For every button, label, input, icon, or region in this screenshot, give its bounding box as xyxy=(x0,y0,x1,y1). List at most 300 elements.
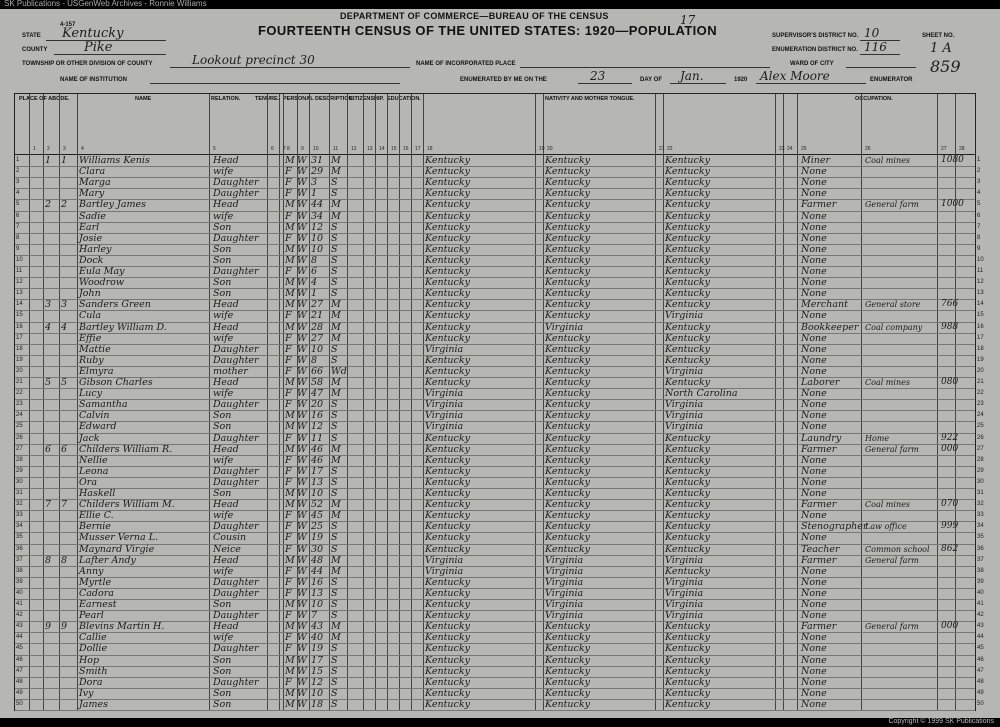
cell-birth: Virginia xyxy=(425,421,464,433)
cell-fb: Kentucky xyxy=(545,632,590,644)
row-number: 37 xyxy=(977,556,984,563)
cell-rel: Head xyxy=(213,377,239,388)
cell-occ: None xyxy=(801,698,827,710)
cell-age: 43 xyxy=(311,621,324,633)
cell-fam: 5 xyxy=(61,377,68,388)
grid-row-line xyxy=(15,466,975,467)
cell-occ: None xyxy=(801,676,827,688)
cell-birth: Kentucky xyxy=(425,676,470,688)
row-number: 27 xyxy=(977,445,984,452)
row-number-left: 4 xyxy=(16,190,20,197)
grid-row-line xyxy=(15,421,975,422)
row-number-left: 29 xyxy=(16,467,23,474)
cell-code: 766 xyxy=(941,299,959,310)
row-number: 29 xyxy=(977,467,984,474)
cell-race: W xyxy=(297,410,307,422)
cell-occ: None xyxy=(801,354,827,366)
cell-race: W xyxy=(297,343,307,355)
cell-name: John xyxy=(79,288,101,300)
cell-birth: Virginia xyxy=(425,343,464,355)
grid-row-line xyxy=(15,688,975,689)
township-value: Lookout precinct 30 xyxy=(192,53,315,67)
group-personal-description: PERSONAL DESCRIPTION. xyxy=(283,96,355,102)
cell-birth: Kentucky xyxy=(425,587,470,599)
column-number: 26 xyxy=(865,146,871,152)
cell-rel: Son xyxy=(213,599,232,610)
grid-column-line xyxy=(309,94,310,710)
row-number-left: 46 xyxy=(16,656,23,663)
cell-mb: Virginia xyxy=(665,599,704,610)
cell-mar: S xyxy=(331,665,338,677)
cell-sex: F xyxy=(285,632,292,644)
cell-birth: Kentucky xyxy=(425,232,470,244)
cell-age: 31 xyxy=(311,155,324,166)
cell-fam: 1 xyxy=(61,155,68,166)
row-number: 39 xyxy=(977,578,984,585)
grid-row-line xyxy=(15,666,975,667)
cell-mar: S xyxy=(331,221,338,233)
cell-name: Nellie xyxy=(79,454,108,466)
cell-occ: None xyxy=(801,643,827,655)
column-number: 13 xyxy=(367,146,373,152)
cell-age: 12 xyxy=(311,221,324,233)
cell-race: W xyxy=(297,354,307,366)
cell-fb: Kentucky xyxy=(545,343,590,355)
cell-fb: Virginia xyxy=(545,321,584,333)
cell-name: Lucy xyxy=(79,388,103,400)
cell-birth: Kentucky xyxy=(425,243,470,255)
cell-race: W xyxy=(297,365,307,377)
watermark-text: SK Publications - USGenWeb Archives - Ronnie Williams xyxy=(4,0,207,8)
cell-occ: None xyxy=(801,166,827,178)
grid-column-line xyxy=(861,94,862,710)
cell-code: 070 xyxy=(941,499,959,510)
grid-column-line xyxy=(29,94,30,710)
cell-dw: 3 xyxy=(45,299,52,311)
row-number: 38 xyxy=(977,567,984,574)
cell-mar: S xyxy=(331,410,338,422)
cell-race: W xyxy=(297,465,307,477)
row-number-left: 37 xyxy=(16,556,23,563)
cell-mb: Kentucky xyxy=(665,299,710,311)
column-number: 25 xyxy=(801,146,807,152)
cell-code: 862 xyxy=(941,543,959,554)
cell-mb: Kentucky xyxy=(665,221,710,233)
row-number: 3 xyxy=(977,179,981,186)
cell-sex: M xyxy=(285,654,295,666)
page-number: 17 xyxy=(680,13,696,27)
cell-fb: Kentucky xyxy=(545,488,590,499)
cell-mb: Virginia xyxy=(665,421,704,433)
cell-sex: M xyxy=(285,488,295,499)
column-number: 19 xyxy=(539,146,545,152)
cell-birth: Kentucky xyxy=(425,443,470,455)
cell-mar: M xyxy=(331,199,341,211)
cell-name: Ellie C. xyxy=(79,510,114,522)
column-number: 6 xyxy=(271,146,274,152)
cell-sex: F xyxy=(285,643,292,655)
grid-column-line xyxy=(411,94,412,710)
column-number: 14 xyxy=(379,146,385,152)
cell-fb: Kentucky xyxy=(545,676,590,688)
cell-mar: S xyxy=(331,232,338,244)
grid-column-line xyxy=(797,94,798,710)
county-value: Pike xyxy=(84,40,113,55)
cell-birth: Virginia xyxy=(425,410,464,422)
row-number: 34 xyxy=(977,523,984,530)
grid-column-line xyxy=(59,94,60,710)
cell-race: W xyxy=(297,199,307,211)
cell-fb: Kentucky xyxy=(545,155,590,166)
year-value: 1920 xyxy=(734,77,748,83)
cell-name: Harley xyxy=(79,243,112,255)
cell-mb: Kentucky xyxy=(665,321,710,333)
grid-row-line xyxy=(15,588,975,589)
cell-name: Mattie xyxy=(79,343,111,355)
cell-rel: Cousin xyxy=(213,532,247,544)
cell-name: Ivy xyxy=(79,687,94,699)
cell-mar: M xyxy=(331,310,341,322)
cell-birth: Kentucky xyxy=(425,277,470,289)
row-number: 43 xyxy=(977,623,984,630)
cell-mar: S xyxy=(331,188,338,200)
sheet-label: SHEET NO. xyxy=(922,33,955,39)
cell-name: Williams Kenis xyxy=(79,155,150,166)
cell-mar: S xyxy=(331,521,338,533)
cell-fb: Kentucky xyxy=(545,210,590,222)
cell-mb: Virginia xyxy=(665,554,704,566)
row-number: 45 xyxy=(977,645,984,652)
cell-sex: F xyxy=(285,454,292,466)
cell-ind: Coal mines xyxy=(865,500,910,510)
row-number-left: 24 xyxy=(16,412,23,419)
cell-race: W xyxy=(297,243,307,255)
cell-rel: Son xyxy=(213,687,232,699)
cell-rel: wife xyxy=(213,332,234,344)
cell-name: Hop xyxy=(79,654,100,666)
row-number: 48 xyxy=(977,678,984,685)
cell-race: W xyxy=(297,643,307,655)
row-number-left: 9 xyxy=(16,245,20,252)
column-number: 27 xyxy=(941,146,947,152)
cell-ind: Coal mines xyxy=(865,156,910,165)
cell-rel: wife xyxy=(213,632,234,644)
row-number: 19 xyxy=(977,356,984,363)
row-number: 33 xyxy=(977,512,984,519)
cell-rel: Son xyxy=(213,243,232,255)
cell-mb: Kentucky xyxy=(665,232,710,244)
cell-fb: Kentucky xyxy=(545,665,590,677)
cell-mb: Kentucky xyxy=(665,377,710,388)
cell-age: 4 xyxy=(311,277,318,289)
cell-rel: Daughter xyxy=(213,676,259,688)
cell-occ: None xyxy=(801,365,827,377)
cell-name: Leona xyxy=(79,465,109,477)
cell-name: Ruby xyxy=(79,354,104,366)
column-number: 17 xyxy=(415,146,421,152)
cell-sex: M xyxy=(285,421,295,433)
row-number-left: 17 xyxy=(16,334,23,341)
row-number-left: 22 xyxy=(16,390,23,397)
cell-age: 8 xyxy=(311,354,318,366)
cell-fam: 9 xyxy=(61,621,68,633)
cell-race: W xyxy=(297,399,307,411)
column-number: 5 xyxy=(213,146,216,152)
cell-age: 46 xyxy=(311,443,324,455)
cell-rel: Daughter xyxy=(213,399,259,411)
cell-sex: F xyxy=(285,521,292,533)
row-number: 13 xyxy=(977,290,984,297)
cell-age: 47 xyxy=(311,388,324,400)
cell-birth: Kentucky xyxy=(425,465,470,477)
cell-birth: Kentucky xyxy=(425,299,470,311)
row-number: 11 xyxy=(977,268,984,274)
cell-mar: S xyxy=(331,476,338,488)
column-number: 15 xyxy=(391,146,397,152)
cell-race: W xyxy=(297,521,307,533)
row-number-left: 3 xyxy=(16,179,20,186)
cell-race: W xyxy=(297,221,307,233)
cell-occ: None xyxy=(801,410,827,422)
grid-column-line xyxy=(387,94,388,710)
row-number: 4 xyxy=(977,190,981,197)
cell-mar: M xyxy=(331,621,341,633)
cell-sex: F xyxy=(285,388,292,400)
cell-mb: Kentucky xyxy=(665,532,710,544)
cell-race: W xyxy=(297,532,307,544)
grid-column-line xyxy=(43,94,44,710)
row-number-left: 10 xyxy=(16,256,23,263)
cell-ind: Coal mines xyxy=(865,378,910,387)
cell-code: 988 xyxy=(941,321,959,332)
cell-birth: Kentucky xyxy=(425,643,470,655)
cell-sex: M xyxy=(285,687,295,699)
grid-column-line xyxy=(399,94,400,710)
cell-code: 999 xyxy=(941,521,959,532)
grid-row-line xyxy=(15,266,975,267)
cell-age: 19 xyxy=(311,643,324,655)
cell-occ: None xyxy=(801,510,827,522)
cell-name: Childers William M. xyxy=(79,499,175,511)
cell-mb: Kentucky xyxy=(665,521,710,533)
cell-mb: Kentucky xyxy=(665,166,710,178)
cell-occ: None xyxy=(801,632,827,644)
cell-ind: Common school xyxy=(865,544,930,554)
cell-race: W xyxy=(297,499,307,511)
cell-occ: Farmer xyxy=(801,499,837,511)
row-number-left: 13 xyxy=(16,290,23,297)
cell-occ: None xyxy=(801,421,827,433)
cell-age: 13 xyxy=(311,476,324,488)
cell-fb: Kentucky xyxy=(545,499,590,511)
cell-race: W xyxy=(297,698,307,710)
cell-ind: Coal company xyxy=(865,322,923,332)
row-number-left: 47 xyxy=(16,667,23,674)
cell-code: 000 xyxy=(941,621,959,632)
cell-rel: Daughter xyxy=(213,232,259,244)
cell-mar: S xyxy=(331,343,338,355)
row-number-left: 49 xyxy=(16,689,23,696)
row-number: 2 xyxy=(977,168,981,175)
cell-mb: Kentucky xyxy=(665,621,710,633)
cell-mb: Kentucky xyxy=(665,210,710,222)
cell-name: Calvin xyxy=(79,410,110,422)
cell-mar: S xyxy=(331,399,338,411)
cell-age: 10 xyxy=(311,599,324,610)
day-of-label: DAY OF xyxy=(640,77,663,83)
cell-birth: Kentucky xyxy=(425,488,470,499)
cell-race: W xyxy=(297,155,307,166)
cell-fam: 2 xyxy=(61,199,68,211)
row-number-left: 40 xyxy=(16,589,23,596)
cell-mar: S xyxy=(331,698,338,710)
group-occupation: OCCUPATION. xyxy=(855,96,893,102)
cell-rel: Son xyxy=(213,654,232,666)
cell-name: Earl xyxy=(79,221,100,233)
row-number-left: 43 xyxy=(16,623,23,630)
cell-sex: F xyxy=(285,266,292,277)
cell-fb: Kentucky xyxy=(545,221,590,233)
row-number: 17 xyxy=(977,334,984,341)
cell-code: 1000 xyxy=(941,199,964,210)
cell-fb: Kentucky xyxy=(545,643,590,655)
cell-age: 17 xyxy=(311,465,324,477)
grid-row-line xyxy=(15,211,975,212)
cell-fb: Kentucky xyxy=(545,465,590,477)
column-number: 23 xyxy=(779,146,785,152)
cell-mb: Virginia xyxy=(665,310,704,322)
cell-mar: M xyxy=(331,388,341,400)
group-relation: RELATION. xyxy=(211,96,241,102)
grid-row-line xyxy=(15,655,975,656)
cell-birth: Kentucky xyxy=(425,354,470,366)
cell-occ: Farmer xyxy=(801,199,837,211)
cell-fb: Virginia xyxy=(545,587,584,599)
cell-mar: M xyxy=(331,565,341,577)
grid-column-line xyxy=(775,94,776,710)
row-number-left: 11 xyxy=(16,268,23,274)
top-banner xyxy=(0,0,1000,9)
copyright-text: Copyright © 1999 SK Publications xyxy=(888,718,994,725)
row-number-left: 19 xyxy=(16,356,23,363)
cell-mar: Wd xyxy=(331,365,347,377)
column-number: 10 xyxy=(313,146,319,152)
cell-race: W xyxy=(297,277,307,289)
cell-ind: General farm xyxy=(865,555,919,565)
cell-rel: Daughter xyxy=(213,576,259,588)
cell-name: Sanders Green xyxy=(79,299,151,311)
grid-column-line xyxy=(77,94,78,710)
grid-row-line xyxy=(15,177,975,178)
row-number-left: 45 xyxy=(16,645,23,652)
grid-column-line xyxy=(209,94,210,710)
cell-rel: wife xyxy=(213,454,234,466)
cell-sex: F xyxy=(285,232,292,244)
cell-sex: M xyxy=(285,221,295,233)
cell-rel: wife xyxy=(213,210,234,222)
column-header-band xyxy=(15,94,975,155)
cell-occ: None xyxy=(801,465,827,477)
grid-row-line xyxy=(15,577,975,578)
cell-rel: Head xyxy=(213,155,239,166)
month-value: Jan. xyxy=(680,69,704,83)
cell-birth: Kentucky xyxy=(425,266,470,277)
cell-mb: Kentucky xyxy=(665,332,710,344)
grid-row-line xyxy=(15,277,975,278)
cell-rel: Son xyxy=(213,488,232,499)
cell-name: Eula May xyxy=(79,266,125,277)
cell-mb: Kentucky xyxy=(665,343,710,355)
cell-occ: Farmer xyxy=(801,443,837,455)
cell-mar: S xyxy=(331,532,338,544)
row-number: 30 xyxy=(977,478,984,485)
cell-rel: Son xyxy=(213,410,232,422)
cell-fb: Kentucky xyxy=(545,543,590,555)
cell-name: Callie xyxy=(79,632,107,644)
cell-rel: Son xyxy=(213,277,232,289)
row-number: 15 xyxy=(977,312,984,319)
row-number-left: 42 xyxy=(16,612,23,619)
cell-rel: Daughter xyxy=(213,177,259,189)
row-number: 35 xyxy=(977,534,984,541)
grid-column-line xyxy=(535,94,536,710)
row-number: 12 xyxy=(977,279,984,286)
row-number: 22 xyxy=(977,390,984,397)
cell-race: W xyxy=(297,510,307,522)
cell-sex: F xyxy=(285,610,292,622)
grid-column-line xyxy=(543,94,544,710)
cell-rel: Head xyxy=(213,499,239,511)
cell-occ: Teacher xyxy=(801,543,840,555)
cell-sex: M xyxy=(285,554,295,566)
enumeration-value: 116 xyxy=(864,40,887,54)
cell-mar: M xyxy=(331,299,341,311)
institution-label: NAME OF INSTITUTION xyxy=(60,77,127,83)
cell-birth: Kentucky xyxy=(425,155,470,166)
sheet-value: 1 A xyxy=(930,41,952,56)
cell-name: Dock xyxy=(79,254,104,266)
row-number: 31 xyxy=(977,490,984,496)
cell-occ: None xyxy=(801,488,827,499)
cell-rel: mother xyxy=(213,365,248,377)
cell-sex: M xyxy=(285,155,295,166)
cell-race: W xyxy=(297,610,307,622)
cell-age: 12 xyxy=(311,676,324,688)
cell-age: 27 xyxy=(311,332,324,344)
cell-mb: Kentucky xyxy=(665,676,710,688)
row-number-left: 39 xyxy=(16,578,23,585)
cell-age: 18 xyxy=(311,698,324,710)
cell-mb: Kentucky xyxy=(665,543,710,555)
cell-mb: Virginia xyxy=(665,610,704,622)
cell-sex: F xyxy=(285,354,292,366)
cell-mar: S xyxy=(331,643,338,655)
cell-sex: M xyxy=(285,410,295,422)
cell-fb: Kentucky xyxy=(545,510,590,522)
cell-race: W xyxy=(297,166,307,178)
cell-race: W xyxy=(297,210,307,222)
cell-mar: M xyxy=(331,554,341,566)
row-number: 21 xyxy=(977,379,984,385)
cell-mar: S xyxy=(331,610,338,622)
row-number: 5 xyxy=(977,201,981,208)
cell-sex: F xyxy=(285,576,292,588)
grid-row-line xyxy=(15,455,975,456)
state-value: Kentucky xyxy=(62,26,124,41)
cell-birth: Kentucky xyxy=(425,254,470,266)
cell-occ: None xyxy=(801,210,827,222)
cell-race: W xyxy=(297,254,307,266)
